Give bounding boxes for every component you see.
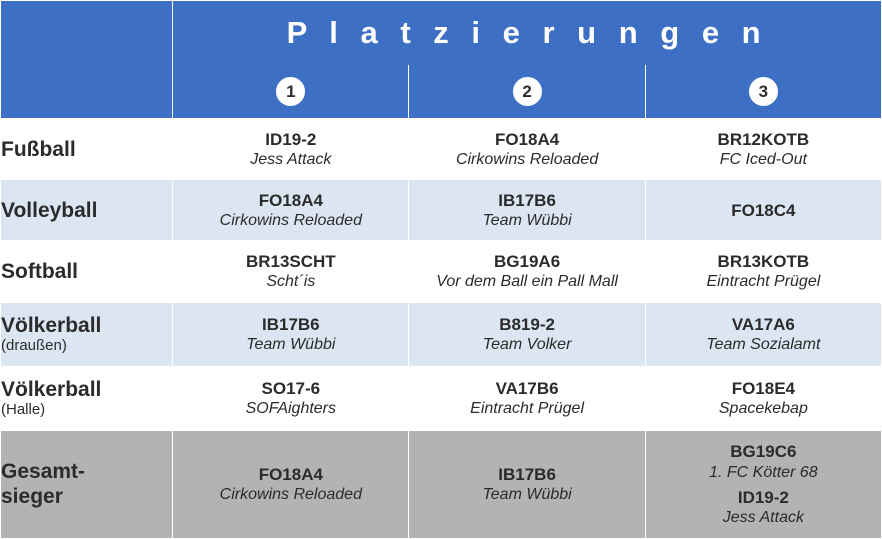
team-code: FO18E4 bbox=[731, 378, 796, 398]
row-label-3 bbox=[1, 302, 173, 366]
team-name: Team Sozialamt bbox=[706, 335, 821, 353]
team-code: BG19C6 bbox=[730, 442, 797, 462]
total-cell-2 bbox=[645, 431, 881, 539]
rank-badge-2: 2 bbox=[513, 77, 542, 106]
total-row bbox=[1, 431, 882, 539]
cell-1-2 bbox=[645, 180, 881, 241]
row-label-1 bbox=[1, 180, 173, 241]
header-corner-cell bbox=[1, 1, 173, 119]
team-name: Spacekebap bbox=[718, 400, 808, 418]
team-name-secondary: Jess Attack bbox=[722, 508, 804, 526]
team-code: IB17B6 bbox=[498, 190, 556, 210]
total-row-label bbox=[1, 431, 173, 539]
table-row bbox=[1, 302, 882, 366]
total-cell-0 bbox=[173, 431, 409, 539]
cell-3-2 bbox=[645, 302, 881, 366]
team-code: VA17A6 bbox=[731, 314, 795, 334]
team-name: SOFAighters bbox=[245, 400, 337, 418]
rank-badge-1: 1 bbox=[276, 77, 305, 106]
cell-2-2 bbox=[645, 241, 881, 302]
team-code: SO17-6 bbox=[261, 378, 321, 398]
row-sublabel-text: (Halle) bbox=[1, 401, 46, 419]
team-code: FO18A4 bbox=[258, 190, 323, 210]
team-name: Jess Attack bbox=[250, 150, 332, 168]
team-name: Eintracht Prügel bbox=[470, 400, 584, 418]
cell-1-0 bbox=[173, 180, 409, 241]
cell-0-1 bbox=[409, 119, 645, 180]
table-row bbox=[1, 119, 882, 180]
team-code: IB17B6 bbox=[262, 314, 320, 334]
row-label-text: Volleyball bbox=[1, 198, 98, 222]
team-name: Eintracht Prügel bbox=[706, 273, 821, 291]
team-code: FO18A4 bbox=[494, 129, 560, 149]
team-name: Vor dem Ball ein Pall Mall bbox=[436, 273, 618, 291]
rank-header-2 bbox=[409, 65, 645, 119]
cell-2-1 bbox=[409, 241, 645, 302]
table-row bbox=[1, 366, 882, 430]
row-label-text: Softball bbox=[1, 260, 78, 283]
cell-0-2 bbox=[645, 119, 881, 180]
cell-3-1 bbox=[409, 302, 645, 366]
team-name: Team Wübbi bbox=[482, 212, 572, 230]
rank-header-3 bbox=[645, 65, 881, 119]
team-code-secondary: ID19-2 bbox=[737, 487, 789, 507]
total-label-line2: sieger bbox=[1, 484, 63, 508]
cell-1-1 bbox=[409, 180, 645, 241]
team-code: BR13SCHT bbox=[245, 251, 336, 271]
total-label-line1: Gesamt- bbox=[1, 460, 86, 484]
cell-3-0 bbox=[173, 302, 409, 366]
team-name: Cirkowins Reloaded bbox=[219, 486, 362, 504]
row-label-2 bbox=[1, 241, 173, 302]
cell-4-0 bbox=[173, 366, 409, 430]
team-code: FO18C4 bbox=[731, 200, 796, 220]
cell-0-0 bbox=[173, 119, 409, 180]
team-code: IB17B6 bbox=[498, 464, 556, 484]
cell-4-1 bbox=[409, 366, 645, 430]
team-code: BG19A6 bbox=[494, 251, 561, 271]
team-name: 1. FC Kötter 68 bbox=[709, 463, 818, 481]
rank-badge-3: 3 bbox=[749, 77, 778, 106]
team-code: BR12KOTB bbox=[717, 129, 810, 149]
table-row bbox=[1, 241, 882, 302]
rank-header-1 bbox=[173, 65, 409, 119]
total-cell-1 bbox=[409, 431, 645, 539]
row-label-text: Völkerball bbox=[1, 378, 102, 402]
team-code: B819-2 bbox=[499, 314, 555, 334]
cell-4-2 bbox=[645, 366, 881, 430]
row-label-text: Fußball bbox=[1, 137, 76, 161]
table-row bbox=[1, 180, 882, 241]
team-name: Cirkowins Reloaded bbox=[455, 150, 599, 168]
title-row bbox=[1, 1, 882, 65]
team-name: Cirkowins Reloaded bbox=[219, 212, 362, 230]
team-name: Team Wübbi bbox=[482, 486, 572, 504]
team-code: FO18A4 bbox=[258, 464, 323, 484]
team-name: Team Wübbi bbox=[246, 335, 336, 353]
row-label-4 bbox=[1, 366, 173, 430]
row-label-text: Völkerball bbox=[1, 313, 102, 337]
row-label-0 bbox=[1, 119, 173, 180]
team-code: VA17B6 bbox=[495, 378, 559, 398]
row-sublabel-text: (draußen) bbox=[1, 337, 67, 355]
cell-2-0 bbox=[173, 241, 409, 302]
team-name: Team Volker bbox=[482, 335, 572, 353]
team-name: FC Iced-Out bbox=[719, 150, 807, 168]
page-title: P l a t z i e r u n g e n bbox=[173, 1, 882, 65]
team-name: Scht´is bbox=[266, 273, 316, 291]
team-code: ID19-2 bbox=[265, 129, 317, 149]
team-code: BR13KOTB bbox=[717, 251, 810, 271]
